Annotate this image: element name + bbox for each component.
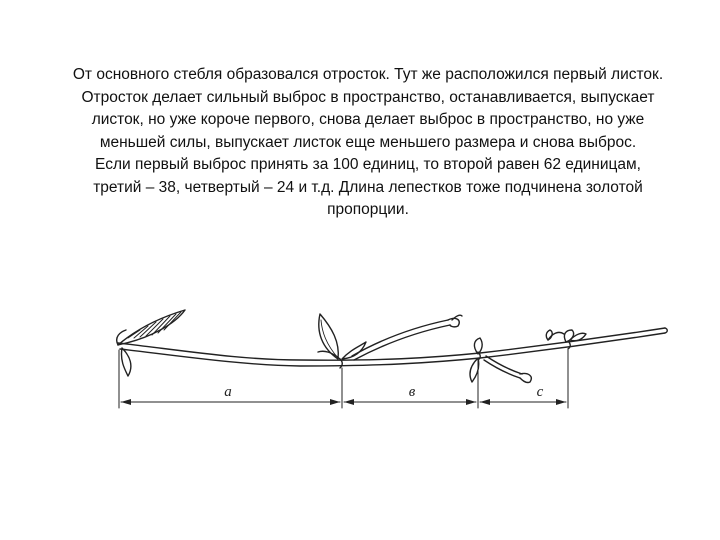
segment-label-b: в	[408, 384, 416, 400]
text-line-5: Если первый выброс принять за 100 единиц, то второй равен 62 единицам,	[95, 156, 641, 173]
second-leaf	[318, 314, 462, 360]
description-text	[48, 64, 688, 222]
first-leaf	[117, 310, 185, 376]
text-line-4: меньшей силы, выпускает листок еще меньшего размера и снова выброс.	[99, 133, 637, 151]
text-line-7: пропорции.	[327, 201, 409, 218]
text-line-3: листок, но уже короче первого, снова делает выброс в пространство, но уже	[91, 111, 645, 128]
segment-label-c: c	[536, 384, 544, 400]
text-line-2: Отросток делает сильный выброс в пространство, останавливается, выпускает	[81, 88, 655, 106]
text-line-1: От основного стебля образовался отросток. Тут же расположился первый листок.	[72, 66, 664, 83]
segment-label-a: a	[224, 384, 232, 400]
text-line-6: третий – 38, четвертый – 24 и т.д. Длина лепестков тоже подчинена золотой	[93, 178, 643, 196]
third-leaf	[470, 338, 531, 383]
shoot-drawing	[0, 290, 720, 430]
fourth-leaf	[546, 330, 586, 342]
shoot-diagram	[0, 290, 720, 430]
